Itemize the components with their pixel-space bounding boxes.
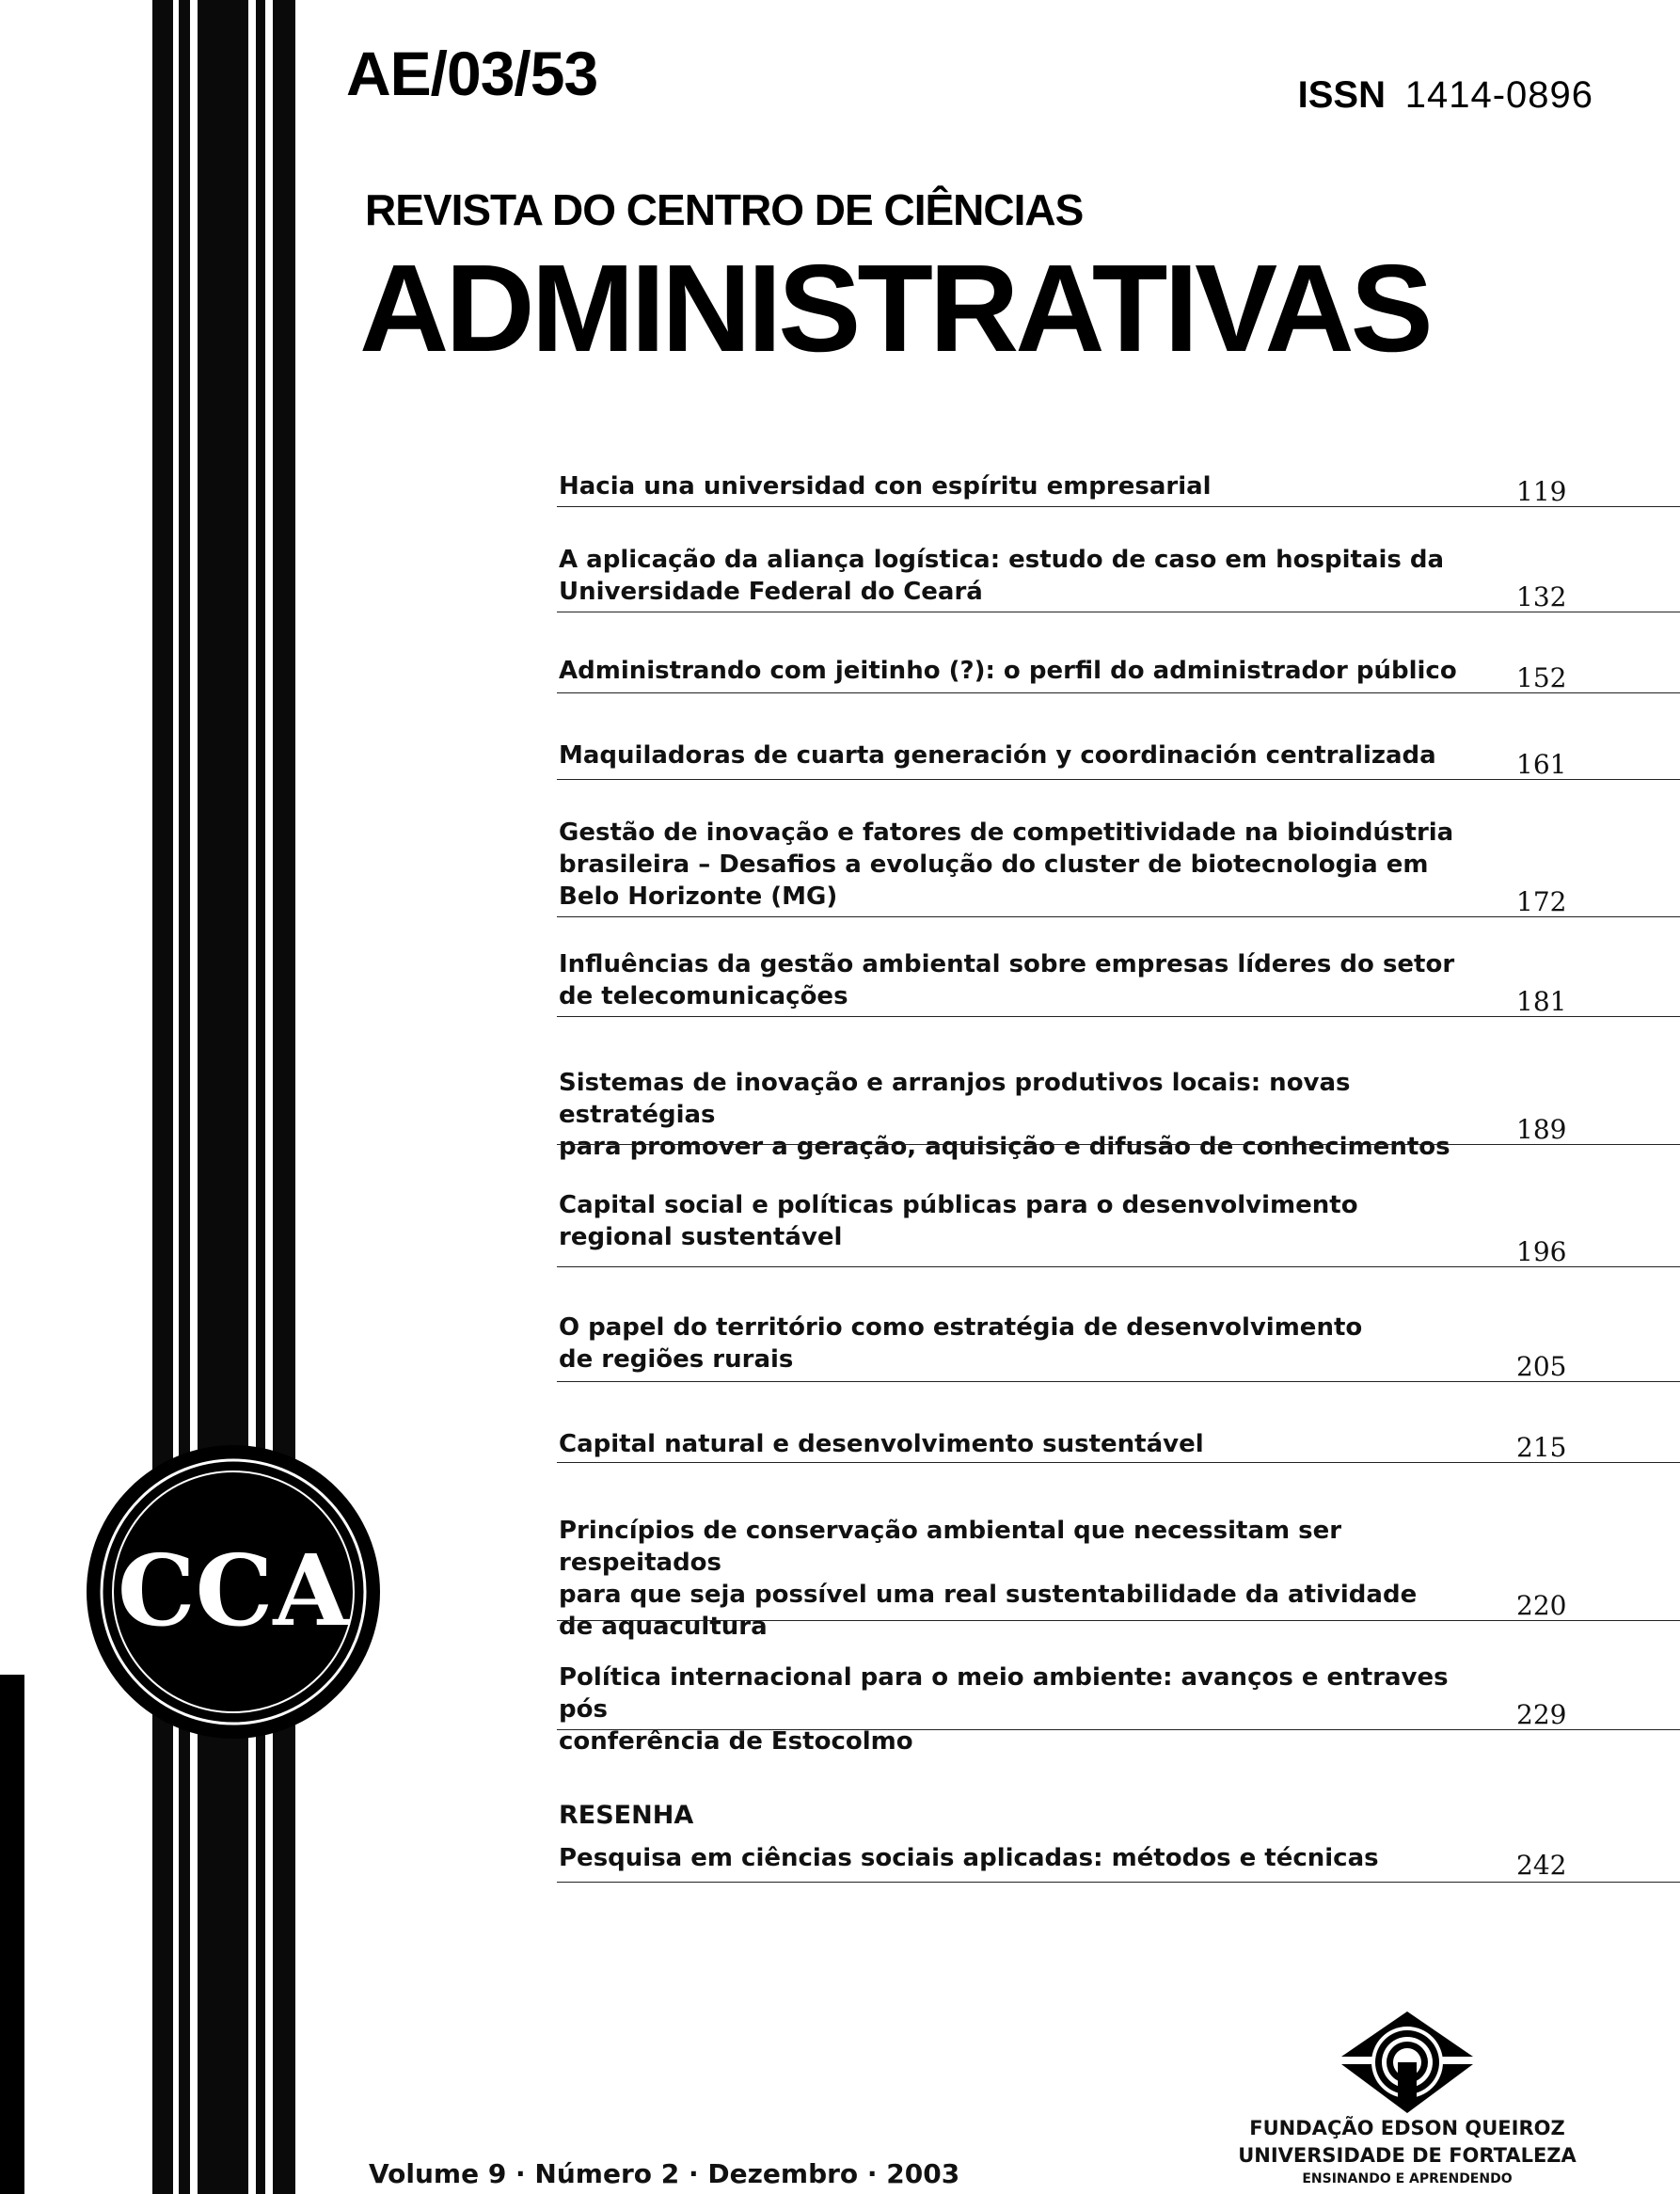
document-code: AE/03/53: [346, 39, 598, 108]
toc-entry-title: Sistemas de inovação e arranjos produtivos locais: novas estratégias para promover a geração, aquisição e difusão de conhecimentos: [559, 1069, 1450, 1161]
decorative-stripe-4: [256, 0, 265, 2194]
entry-rule: [557, 1620, 1680, 1621]
decorative-stripe-2: [179, 0, 190, 2194]
issn-label: ISSN: [1297, 74, 1386, 116]
journal-title: ADMINISTRATIVAS: [359, 239, 1430, 377]
entry-rule: [557, 1462, 1680, 1463]
toc-entry-title: O papel do território como estratégia de desenvolvimento de regiões rurais: [559, 1313, 1363, 1374]
decorative-stripe-3: [198, 0, 248, 2194]
toc-entry-page: 229: [1516, 1699, 1567, 1730]
entry-rule: [557, 1016, 1680, 1017]
cca-badge-text: CCA: [117, 1533, 350, 1648]
toc-entry-page: 181: [1516, 986, 1567, 1017]
foundation-name: FUNDAÇÃO EDSON QUEIROZ: [1249, 2117, 1565, 2139]
entry-rule: [557, 692, 1680, 693]
toc-entry-title: Capital natural e desenvolvimento sustentável: [559, 1430, 1204, 1458]
toc-entry-page: 205: [1516, 1351, 1567, 1382]
toc-entry-page: 220: [1516, 1590, 1567, 1621]
toc-entry-title: Princípios de conservação ambiental que necessitam ser respeitados para que seja possível uma real sustentabilidade da atividade de aquacultura: [559, 1517, 1418, 1641]
university-name: UNIVERSIDADE DE FORTALEZA: [1238, 2144, 1577, 2167]
entry-rule: [557, 1266, 1680, 1267]
entry-rule: [557, 1144, 1680, 1145]
entry-rule: [557, 506, 1680, 507]
toc-entry-page: 172: [1516, 886, 1567, 917]
review-title: Pesquisa em ciências sociais aplicadas: métodos e técnicas: [559, 1844, 1379, 1872]
toc-entry-title: A aplicação da aliança logística: estudo de caso em hospitais da Universidade Federal do Ceará: [559, 546, 1445, 606]
decorative-stripe-5: [273, 0, 295, 2194]
review-heading: RESENHA: [559, 1801, 694, 1830]
toc-entry-title: Hacia una universidad con espíritu empresarial: [559, 472, 1212, 501]
issue-info: Volume 9 · Número 2 · Dezembro · 2003: [369, 2158, 960, 2189]
entry-rule: [557, 779, 1680, 780]
issn-number: 1414-0896: [1404, 74, 1593, 116]
edge-tab: [0, 1675, 24, 2194]
decorative-stripe-1: [152, 0, 173, 2194]
toc-entry-page: 189: [1516, 1114, 1567, 1145]
toc-entry-page: 152: [1516, 662, 1567, 693]
toc-entry-title: Influências da gestão ambiental sobre empresas líderes do setor de telecomunicações: [559, 950, 1455, 1010]
university-motto: ENSINANDO E APRENDENDO: [1302, 2171, 1513, 2186]
entry-rule: [557, 1729, 1680, 1730]
issn: [1298, 73, 1593, 117]
toc-entry-page: 196: [1516, 1236, 1567, 1267]
toc-entry-page: 215: [1516, 1432, 1567, 1463]
entry-rule: [557, 1381, 1680, 1382]
toc-entry-title: Política internacional para o meio ambiente: avanços e entraves pós conferência de Estocolmo: [559, 1663, 1449, 1756]
toc-entry-page: 132: [1516, 581, 1567, 612]
toc-entry-page: 161: [1516, 749, 1567, 780]
entry-rule: [557, 916, 1680, 917]
cca-badge: [83, 1441, 384, 1742]
toc-entry-title: Capital social e políticas públicas para o desenvolvimento regional sustentável: [559, 1191, 1358, 1251]
journal-subtitle: REVISTA DO CENTRO DE CIÊNCIAS: [365, 185, 1084, 234]
entry-rule: [557, 1882, 1680, 1883]
toc-entry-page: 119: [1516, 476, 1567, 507]
toc-entry-title: Maquiladoras de cuarta generación y coordinación centralizada: [559, 741, 1436, 770]
review-page: 242: [1516, 1850, 1567, 1881]
university-logo-icon: [1332, 2008, 1482, 2117]
toc-entry-title: Administrando com jeitinho (?): o perfil do administrador público: [559, 657, 1457, 685]
toc-entry-title: Gestão de inovação e fatores de competitividade na bioindústria brasileira – Desafios a evolução do cluster de biotecnologia em Belo Horizonte (MG): [559, 819, 1454, 911]
